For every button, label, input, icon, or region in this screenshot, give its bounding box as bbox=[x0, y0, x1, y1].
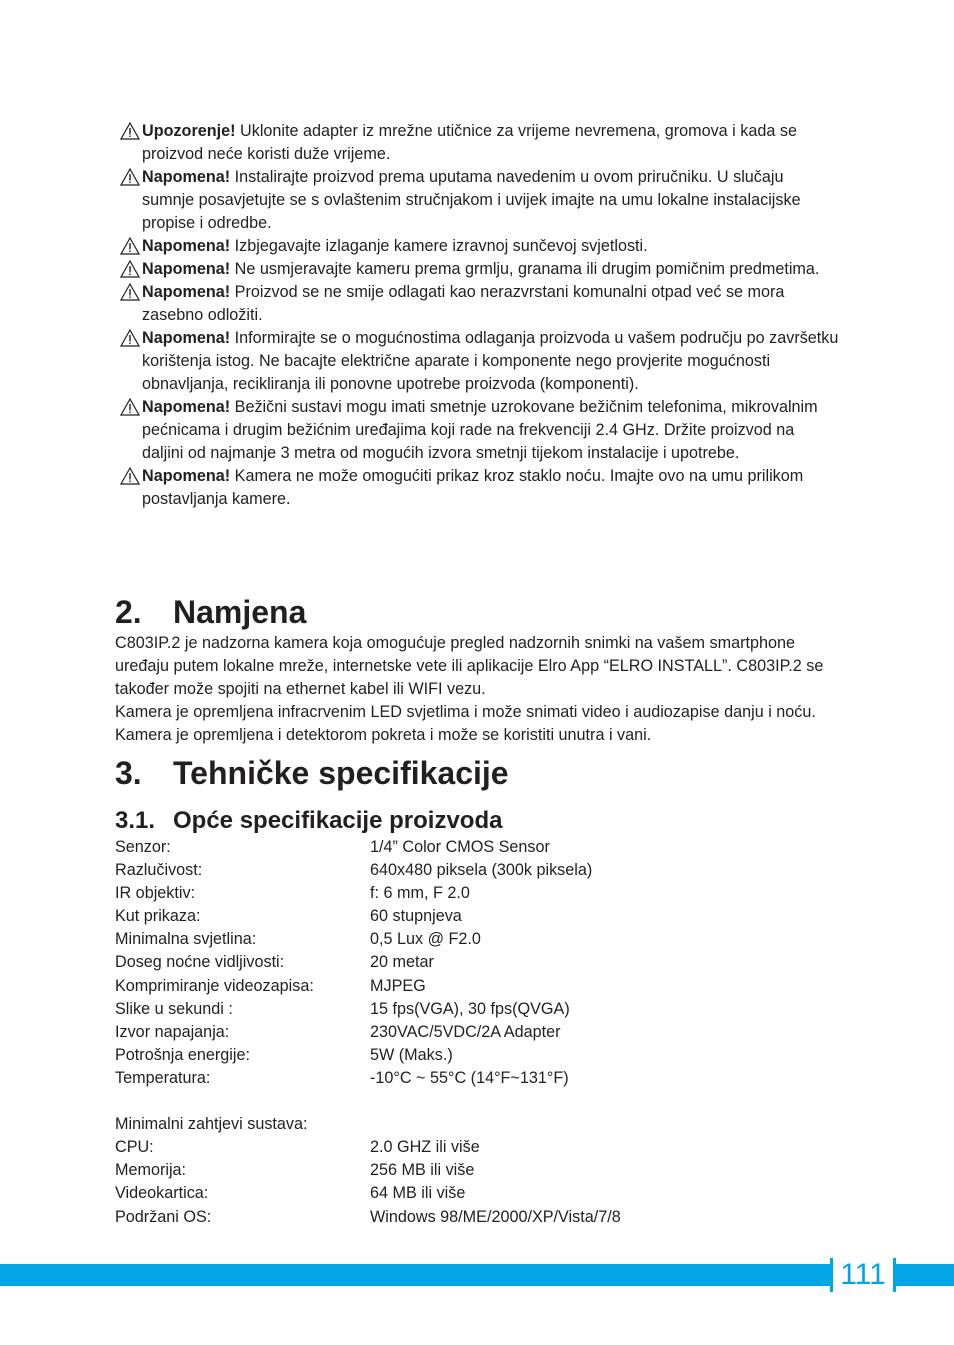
spec-label: Komprimiranje videozapisa: bbox=[115, 976, 314, 995]
system-heading-text: Minimalni zahtjevi sustava: bbox=[115, 1115, 308, 1134]
spec-value: 256 MB ili više bbox=[370, 1161, 475, 1180]
section-title: Namjena bbox=[173, 594, 307, 630]
spec-value: MJPEG bbox=[370, 976, 426, 995]
warning-item bbox=[120, 281, 840, 327]
spec-row bbox=[115, 1067, 840, 1090]
warning-text: Izbjegavajte izlaganje kamere izravnoj sunčevoj svjetlosti. bbox=[230, 237, 648, 255]
section-number: 3. bbox=[115, 755, 142, 791]
warning-text: Instalirajte proizvod prema uputama navedenim u ovom priručniku. U slučaju sumnje posavjetujte se s ovlaštenim stručnjakom i uvijek imajte na umu lokalne instalacijske propise i odredbe. bbox=[142, 168, 801, 232]
section-namjena bbox=[115, 592, 840, 747]
spec-row bbox=[115, 1159, 840, 1182]
warning-label: Napomena! bbox=[142, 168, 231, 186]
warning-text: Bežični sustavi mogu imati smetnje uzrokovane bežičnim telefonima, mikrovalnim pećnicama i drugim bežićnim uređajima koji rade na frekvenciji 2.4 GHz. Držite proizvod na daljini od najmanje 3 metra od mogućih izvora smetnji tijekom instalacije i upotrebe. bbox=[142, 398, 818, 462]
warning-triangle-icon bbox=[120, 237, 140, 255]
spec-row bbox=[115, 1044, 840, 1067]
spec-label: CPU: bbox=[115, 1138, 154, 1157]
paragraph: C803IP.2 je nadzorna kamera koja omogućuje pregled nadzornih snimki na vašem smartphone uređaju putem lokalne mreže, internetske vete ili aplikacije Elro App “ELRO INSTALL”. C803IP.2 se također može spojiti na ethernet kabel ili WIFI vezu. bbox=[115, 634, 824, 698]
spec-row bbox=[115, 1021, 840, 1044]
footer-bar bbox=[0, 1264, 954, 1286]
warning-triangle-icon bbox=[120, 168, 140, 186]
spec-value: 60 stupnjeva bbox=[370, 907, 462, 926]
spec-label: Videokartica: bbox=[115, 1184, 209, 1203]
spec-value: f: 6 mm, F 2.0 bbox=[370, 884, 470, 903]
warning-triangle-icon bbox=[120, 283, 140, 301]
spec-value: 15 fps(VGA), 30 fps(QVGA) bbox=[370, 999, 570, 1018]
warning-item bbox=[120, 120, 840, 166]
section-tehnicke-specifikacije bbox=[115, 753, 840, 793]
spec-row bbox=[115, 1136, 840, 1159]
section-number: 2. bbox=[115, 594, 142, 630]
warning-text: Informirajte se o mogućnostima odlaganja proizvoda u vašem području po završetku korištenja istog. Ne bacajte električne aparate i komponente nego provjerite mogućnosti obnavljanja, recikliranja ili ponovne upotrebe proizvoda (komponenti). bbox=[142, 329, 839, 393]
spec-label: Razlučivost: bbox=[115, 861, 203, 880]
warning-label: Napomena! bbox=[142, 467, 231, 485]
warning-item bbox=[120, 258, 840, 281]
warning-label: Napomena! bbox=[142, 283, 231, 301]
section-title: Tehničke specifikacije bbox=[173, 755, 509, 791]
warning-item bbox=[120, 327, 840, 396]
warning-item bbox=[120, 166, 840, 235]
spec-label: Kut prikaza: bbox=[115, 907, 201, 926]
page-number: 111 bbox=[830, 1258, 896, 1292]
spec-value: 1/4” Color CMOS Sensor bbox=[370, 838, 550, 856]
warning-label: Napomena! bbox=[142, 329, 231, 347]
spec-value: 20 metar bbox=[370, 953, 434, 972]
warning-text: Ne usmjeravajte kameru prema grmlju, granama ili drugim pomičnim predmetima. bbox=[230, 260, 820, 278]
spec-row bbox=[115, 882, 840, 905]
spec-row bbox=[115, 859, 840, 882]
warning-triangle-icon bbox=[120, 122, 140, 140]
spec-row bbox=[115, 905, 840, 928]
paragraph: Kamera je opremljena infracrvenim LED svjetlima i može snimati video i audiozapise danju i noću. Kamera je opremljena i detektorom pokreta i može se koristiti unutra i vani. bbox=[115, 703, 816, 744]
warning-label: Upozorenje! bbox=[142, 122, 236, 140]
warning-item bbox=[120, 235, 840, 258]
spec-row bbox=[115, 951, 840, 974]
spec-row bbox=[115, 1182, 840, 1205]
spec-label: Memorija: bbox=[115, 1161, 187, 1180]
warning-label: Napomena! bbox=[142, 237, 231, 255]
spec-row bbox=[115, 836, 840, 859]
warning-text: Kamera ne može omogućiti prikaz kroz staklo noću. Imajte ovo na umu prilikom postavljanja kamere. bbox=[142, 467, 804, 508]
subsection-heading bbox=[115, 806, 840, 836]
warning-triangle-icon bbox=[120, 260, 140, 278]
spec-label: Doseg noćne vidljivosti: bbox=[115, 953, 285, 972]
spec-value: 640x480 piksela (300k piksela) bbox=[370, 861, 593, 880]
warnings-list bbox=[120, 120, 840, 511]
spec-value: 2.0 GHZ ili više bbox=[370, 1138, 480, 1157]
warning-item bbox=[120, 465, 840, 511]
spec-row bbox=[115, 998, 840, 1021]
spec-label: Izvor napajanja: bbox=[115, 1022, 230, 1041]
warning-triangle-icon bbox=[120, 467, 140, 485]
spec-value: -10°C ~ 55°C (14°F~131°F) bbox=[370, 1068, 569, 1087]
warning-label: Napomena! bbox=[142, 398, 231, 416]
warning-item bbox=[120, 396, 840, 465]
spec-table bbox=[115, 836, 840, 1229]
warning-triangle-icon bbox=[120, 329, 140, 347]
spec-label: Minimalna svjetlina: bbox=[115, 930, 257, 949]
warning-triangle-icon bbox=[120, 398, 140, 416]
spec-label: IR objektiv: bbox=[115, 884, 196, 903]
warning-label: Napomena! bbox=[142, 260, 231, 278]
spec-label: Potrošnja energije: bbox=[115, 1045, 250, 1064]
spec-label: Podržani OS: bbox=[115, 1207, 212, 1226]
spec-label: Senzor: bbox=[115, 838, 171, 856]
system-requirements-heading bbox=[115, 1113, 840, 1136]
spec-row bbox=[115, 1206, 840, 1229]
spec-label: Temperatura: bbox=[115, 1068, 211, 1087]
subsection-title: Opće specifikacije proizvoda bbox=[173, 807, 503, 834]
section-opce-specifikacije bbox=[115, 806, 840, 1229]
section-heading bbox=[115, 753, 840, 793]
spec-value: 5W (Maks.) bbox=[370, 1045, 453, 1064]
spec-row bbox=[115, 975, 840, 998]
spec-value: 64 MB ili više bbox=[370, 1184, 466, 1203]
warning-text: Uklonite adapter iz mrežne utičnice za vrijeme nevremena, gromova i kada se proizvod neće koristi duže vrijeme. bbox=[142, 122, 797, 163]
spec-value: 0,5 Lux @ F2.0 bbox=[370, 930, 481, 949]
spec-value: 230VAC/5VDC/2A Adapter bbox=[370, 1022, 561, 1041]
spec-value: Windows 98/ME/2000/XP/Vista/7/8 bbox=[370, 1207, 621, 1226]
spacer bbox=[115, 1090, 840, 1113]
subsection-number: 3.1. bbox=[115, 807, 156, 834]
spec-label: Slike u sekundi : bbox=[115, 999, 233, 1018]
warning-text: Proizvod se ne smije odlagati kao nerazvrstani komunalni otpad već se mora zasebno odložiti. bbox=[142, 283, 785, 324]
spec-row bbox=[115, 928, 840, 951]
section-heading bbox=[115, 592, 840, 632]
